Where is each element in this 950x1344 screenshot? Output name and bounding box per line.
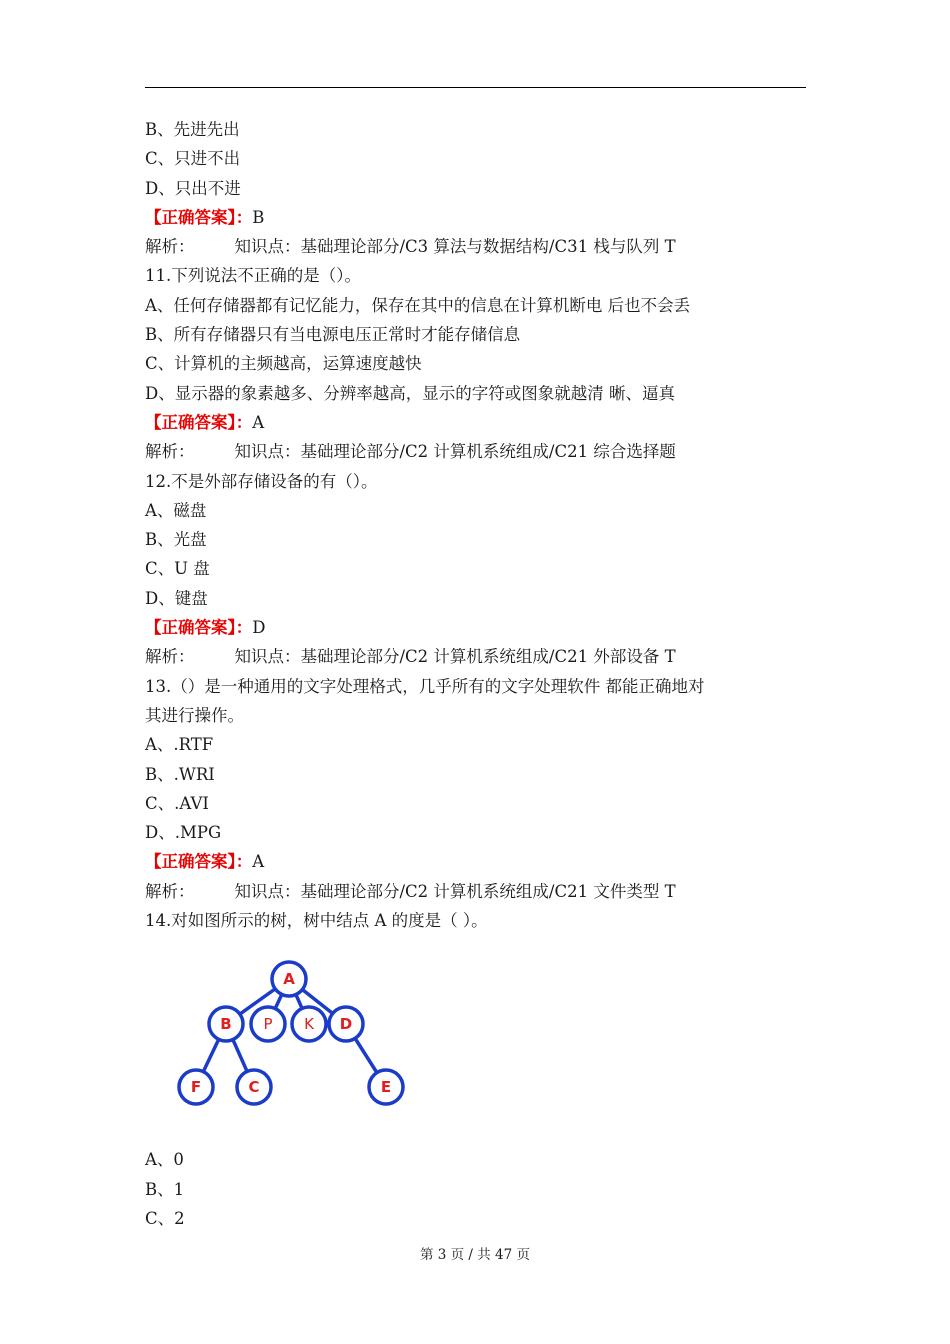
analysis-line	[145, 877, 810, 906]
tree-label: B	[220, 1015, 232, 1034]
tree-label: F	[190, 1078, 202, 1097]
answer-line	[145, 847, 810, 876]
page-footer: 第 3 页 / 共 47 页	[419, 1247, 531, 1263]
analysis-label: 解析：	[145, 237, 195, 257]
answer-label: 【正确答案】：	[145, 618, 253, 638]
analysis-line	[145, 232, 810, 261]
analysis-label: 解析：	[145, 442, 195, 462]
option-line: C、只进不出	[145, 149, 241, 169]
option-line: B、.WRI	[145, 764, 215, 784]
answer-label: 【正确答案】：	[145, 207, 253, 227]
tree-label: E	[380, 1078, 392, 1097]
question-title: 11.下列说法不正确的是（）。	[145, 266, 361, 286]
tree-diagram	[162, 947, 432, 1137]
answer-value: A	[252, 852, 265, 872]
question-title: 12.不是外部存储设备的有（）。	[145, 471, 378, 491]
header-rule	[145, 87, 806, 88]
answer-line	[145, 203, 810, 232]
option-line: D、键盘	[145, 588, 208, 608]
tree-label: K	[304, 1015, 314, 1034]
tree-label: D	[339, 1015, 353, 1034]
option-line: C、U 盘	[145, 559, 210, 579]
question-title: 14.对如图所示的树，树中结点 A 的度是（ ）。	[145, 911, 488, 931]
option-line: D、.MPG	[145, 823, 222, 843]
analysis-label: 解析：	[145, 881, 195, 901]
answer-value: D	[252, 618, 266, 638]
question-title: 13.（）是一种通用的文字处理格式，几乎所有的文字处理软件 都能正确地对	[145, 676, 705, 696]
tree-label: C	[248, 1078, 260, 1097]
option-line: C、2	[145, 1208, 185, 1228]
answer-label: 【正确答案】：	[145, 852, 253, 872]
option-line: B、光盘	[145, 530, 207, 550]
option-line: D、只出不进	[145, 178, 241, 198]
question-title-cont: 其进行操作。	[145, 705, 244, 725]
analysis-line	[145, 437, 810, 466]
option-line: B、1	[145, 1179, 185, 1199]
tree-label: A	[283, 970, 295, 989]
answer-line	[145, 408, 810, 437]
option-line: B、所有存储器只有当电源电压正常时才能存储信息	[145, 325, 521, 345]
option-line: A、0	[145, 1150, 184, 1170]
analysis-line	[145, 642, 810, 671]
option-line: A、磁盘	[145, 500, 207, 520]
option-line: D、显示器的象素越多、分辨率越高，显示的字符或图象就越清 晰、逼真	[145, 383, 675, 403]
analysis-text: 知识点：基础理论部分/C2 计算机系统组成/C21 综合选择题	[234, 442, 676, 462]
tree-figure	[162, 947, 432, 1137]
analysis-label: 解析：	[145, 647, 195, 667]
analysis-text: 知识点：基础理论部分/C3 算法与数据结构/C31 栈与队列 T	[234, 237, 676, 257]
page-content	[145, 115, 810, 1233]
tree-label: P	[263, 1015, 273, 1034]
analysis-text: 知识点：基础理论部分/C2 计算机系统组成/C21 外部设备 T	[234, 647, 676, 667]
answer-line	[145, 613, 810, 642]
option-line: C、.AVI	[145, 793, 209, 813]
answer-label: 【正确答案】：	[145, 412, 253, 432]
answer-value: B	[252, 207, 265, 227]
analysis-text: 知识点：基础理论部分/C2 计算机系统组成/C21 文件类型 T	[234, 881, 676, 901]
option-line: C、计算机的主频越高，运算速度越快	[145, 354, 422, 374]
option-line: A、.RTF	[145, 735, 214, 755]
option-line: A、任何存储器都有记忆能力，保存在其中的信息在计算机断电 后也不会丢	[145, 295, 691, 315]
answer-value: A	[252, 412, 265, 432]
option-line: B、先进先出	[145, 120, 240, 139]
